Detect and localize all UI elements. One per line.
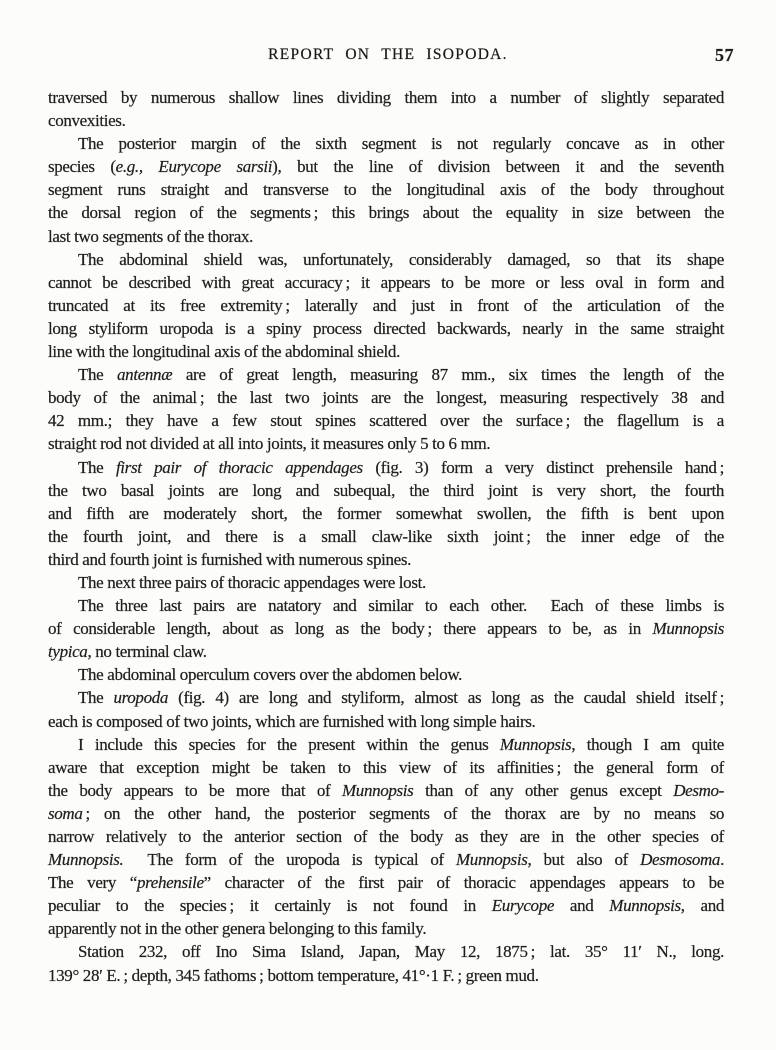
text-run: line with the longitudinal axis of the abdominal shield.	[48, 342, 400, 362]
text-run: each is composed of two joints, which are furnished with long simple hairs.	[48, 711, 536, 731]
text-run: aware that exception might be taken to this view of its affinities ; the general form of	[48, 757, 724, 777]
text-line	[48, 456, 724, 479]
text-run: segment runs straight and transverse to the longitudinal axis of the body throughout	[48, 180, 724, 200]
text-run: and fifth are moderately short, the former somewhat swollen, the fifth is bent upon	[48, 503, 724, 523]
text-line	[48, 848, 724, 871]
text-line	[48, 917, 724, 940]
text-run: traversed by numerous shallow lines dividing them into a number of slightly separated	[48, 88, 724, 107]
text-run: The	[78, 457, 116, 477]
paragraph	[48, 248, 724, 363]
text-run: , no terminal claw.	[87, 642, 207, 662]
paragraph	[48, 363, 724, 455]
text-run: than of any other genus except	[413, 780, 674, 800]
text-run: ), but the line of division between it and the seventh	[272, 157, 724, 177]
text-run: narrow relatively to the anterior section of the body as they are in the other species of	[48, 827, 724, 846]
italic-text-run: Desmo-	[673, 780, 724, 800]
text-run: , but also of	[527, 850, 641, 870]
text-run: cannot be described with great accuracy ; it appears to be more or less oval in form and	[48, 272, 724, 292]
page-number: 57	[715, 45, 734, 65]
text-run: The three last pairs are natatory and similar to each other. Each of these limbs is	[78, 596, 724, 616]
text-run: I include this species for the present within the genus	[78, 734, 500, 754]
paragraph	[48, 663, 724, 686]
text-line	[48, 340, 724, 363]
text-run: long styliform uropoda is a spiny process directed backwards, nearly in the same straight	[48, 318, 724, 338]
text-run: (fig. 3) form a very distinct prehensile hand ;	[362, 457, 724, 477]
paragraph	[48, 733, 724, 941]
text-line	[48, 940, 724, 963]
text-run: The abdominal shield was, unfortunately, considerably damaged, so that its shape	[78, 249, 724, 269]
text-run: , though I am quite	[571, 734, 724, 754]
paragraph	[48, 940, 724, 986]
text-line	[48, 502, 724, 525]
text-line	[48, 155, 724, 178]
text-line	[48, 201, 724, 224]
text-run: the two basal joints are long and subequal, the third joint is very short, the fourth	[48, 480, 724, 500]
text-run: ” character of the first pair of thoracic appendages appears to be	[203, 873, 724, 893]
paragraph	[48, 571, 724, 594]
text-line	[48, 386, 724, 409]
italic-text-run: Munnopsis.	[48, 850, 124, 870]
italic-text-run: Munnopsis	[341, 780, 414, 800]
text-run: body of the animal ; the last two joints are the longest, measuring respectively 38 and	[48, 388, 724, 408]
text-line	[48, 548, 724, 571]
text-run: the body appears to be more that of	[48, 780, 342, 800]
text-line	[48, 779, 724, 802]
text-line	[48, 479, 724, 502]
text-run: the fourth joint, and there is a small claw-like sixth joint ; the inner edge of the	[48, 526, 724, 546]
page-header	[0, 46, 776, 70]
text-run: The form of the uropoda is typical of	[123, 850, 456, 870]
text-line	[48, 86, 724, 109]
italic-text-run: prehensile	[136, 873, 204, 893]
page-body	[48, 86, 724, 987]
text-line	[48, 248, 724, 271]
text-line	[48, 964, 724, 987]
text-line	[48, 225, 724, 248]
text-run: The abdominal operculum covers over the abdomen below.	[78, 665, 463, 685]
text-line	[48, 363, 724, 386]
text-run: 42 mm.; they have a few stout spines scattered over the surface ; the flagellum is a	[48, 411, 724, 431]
text-run: of considerable length, about as long as the body ; there appears to be, as in	[48, 619, 653, 639]
italic-text-run: Desmosoma	[640, 850, 721, 870]
text-run: The	[78, 365, 118, 385]
italic-text-run: e.g., Eurycope sarsii	[115, 157, 273, 177]
text-run: the dorsal region of the segments ; this brings about the equality in size between the	[48, 203, 724, 223]
text-line	[48, 178, 724, 201]
text-line	[48, 432, 724, 455]
text-line	[48, 710, 724, 733]
text-run: convexities.	[48, 111, 126, 131]
italic-text-run: soma	[48, 803, 83, 823]
text-run: The next three pairs of thoracic appendages were lost.	[78, 572, 426, 592]
text-run: last two segments of the thorax.	[48, 226, 254, 246]
italic-text-run: Munnopsis	[652, 619, 724, 639]
paragraph	[48, 132, 724, 247]
text-line	[48, 132, 724, 155]
text-run: truncated at its free extremity ; laterally and just in front of the articulation of the	[48, 295, 724, 315]
italic-text-run: Eurycope	[491, 896, 555, 916]
text-line	[48, 409, 724, 432]
text-line	[48, 571, 724, 594]
paragraph	[48, 594, 724, 663]
paragraph	[48, 456, 724, 571]
text-run: are of great length, measuring 87 mm., six times the length of the	[172, 365, 724, 385]
text-run: The	[78, 688, 114, 708]
italic-text-run: Munnopsis	[456, 850, 528, 870]
text-line	[48, 733, 724, 756]
text-run: straight rod not divided at all into joints, it measures only 5 to 6 mm.	[48, 434, 491, 454]
paragraph	[48, 86, 724, 132]
text-run: .	[720, 850, 724, 870]
text-run: apparently not in the other genera belonging to this family.	[48, 919, 427, 939]
italic-text-run: first pair of thoracic appendages	[115, 457, 363, 477]
italic-text-run: uropoda	[113, 688, 169, 708]
text-line	[48, 109, 724, 132]
text-run: ; on the other hand, the posterior segments of the thorax are by no means so	[82, 803, 724, 823]
italic-text-run: typica	[48, 642, 88, 662]
text-run: (fig. 4) are long and styliform, almost as long as the caudal shield itself ;	[168, 688, 724, 708]
text-line	[48, 317, 724, 340]
text-line	[48, 871, 724, 894]
text-line	[48, 825, 724, 848]
text-line	[48, 294, 724, 317]
italic-text-run: Munnopsis	[499, 734, 572, 754]
text-line	[48, 756, 724, 779]
text-run: Station 232, off Ino Sima Island, Japan, May 12, 1875 ; lat. 35° 11′ N., long.	[78, 942, 724, 962]
text-run: peculiar to the species ; it certainly is not found in	[48, 896, 492, 916]
text-run: species (	[48, 157, 116, 177]
paragraph	[48, 686, 724, 732]
text-run: and	[554, 896, 610, 916]
running-title: REPORT ON THE ISOPODA.	[268, 46, 508, 63]
text-line	[48, 525, 724, 548]
text-line	[48, 663, 724, 686]
text-run: 139° 28′ E. ; depth, 345 fathoms ; bottom temperature, 41°·1 F. ; green mud.	[48, 965, 539, 985]
text-line	[48, 271, 724, 294]
text-line	[48, 686, 724, 709]
text-run: third and fourth joint is furnished with numerous spines.	[48, 549, 411, 569]
text-run: , and	[680, 896, 725, 916]
text-line	[48, 894, 724, 917]
text-run: The posterior margin of the sixth segment is not regularly concave as in other	[78, 134, 724, 154]
text-line	[48, 802, 724, 825]
text-line	[48, 617, 724, 640]
italic-text-run: antennæ	[117, 365, 173, 385]
italic-text-run: Munnopsis	[609, 896, 681, 916]
text-line	[48, 594, 724, 617]
text-line	[48, 640, 724, 663]
text-run: The very “	[48, 873, 137, 893]
